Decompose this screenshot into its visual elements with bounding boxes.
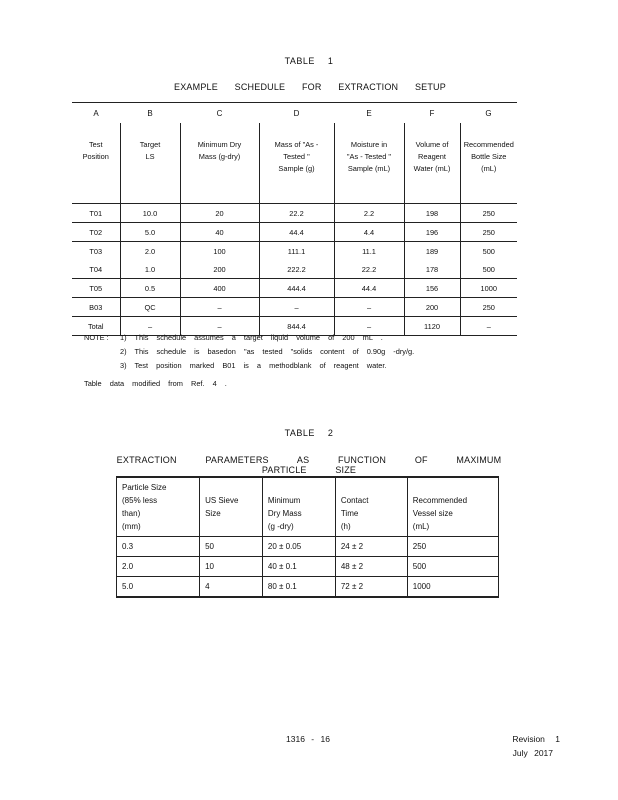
table1-source: Table data modified from Ref. 4 . — [84, 379, 227, 388]
table-cell: – — [334, 298, 404, 317]
table-cell: 250 — [460, 223, 517, 242]
table-cell: – — [180, 298, 259, 317]
table1-col-letter: F — [404, 103, 460, 124]
table-row — [117, 577, 499, 598]
table1-col-letter: G — [460, 103, 517, 124]
table1-header-row — [72, 123, 517, 204]
table-cell: 198 — [404, 204, 460, 223]
table-row — [72, 204, 517, 223]
table2-header-cell: Minimum Dry Mass (g -dry) — [262, 477, 335, 537]
table-cell: – — [334, 317, 404, 336]
table-cell: 10.0 — [120, 204, 180, 223]
table1-header-cell: Target LS — [120, 123, 180, 204]
table-cell: 1000 — [407, 577, 498, 598]
table2-caption: EXTRACTION PARAMETERS AS FUNCTION OF MAXIMUM PARTICLE SIZE — [116, 455, 502, 475]
table2 — [116, 476, 499, 598]
table2-header-cell: Contact Time (h) — [335, 477, 407, 537]
table-cell: 178 — [404, 260, 460, 279]
table2-header-cell: Recommended Vessel size (mL) — [407, 477, 498, 537]
table1-col-letter: B — [120, 103, 180, 124]
table-cell: 156 — [404, 279, 460, 298]
table-cell: T02 — [72, 223, 120, 242]
table-cell: 24 ± 2 — [335, 537, 407, 557]
table1-header-cell: Moisture in "As - Tested " Sample (mL) — [334, 123, 404, 204]
table-cell: 1120 — [404, 317, 460, 336]
table-row — [72, 279, 517, 298]
table-cell: 4 — [200, 577, 263, 598]
table-cell: 2.2 — [334, 204, 404, 223]
table-cell: 40 ± 0.1 — [262, 557, 335, 577]
note-line: 1) This schedule assumes a target liquid volume of 200 mL . — [120, 333, 383, 342]
table-cell: 1000 — [460, 279, 517, 298]
table-cell: 4.4 — [334, 223, 404, 242]
table-cell: 72 ± 2 — [335, 577, 407, 598]
table-cell: T01 — [72, 204, 120, 223]
table-cell: 500 — [460, 260, 517, 279]
table1-letter-row — [72, 103, 517, 124]
table-row — [117, 557, 499, 577]
table-cell: 50 — [200, 537, 263, 557]
table-cell: 0.3 — [117, 537, 200, 557]
revision-label: Revision 1 — [512, 734, 560, 744]
note-line: 2) This schedule is basedon "as tested "solids content of 0.90g -dry/g. — [120, 347, 415, 356]
table1-header-cell: Mass of "As - Tested " Sample (g) — [259, 123, 334, 204]
table-cell: – — [120, 317, 180, 336]
table-cell: – — [460, 317, 517, 336]
table-cell: 20 ± 0.05 — [262, 537, 335, 557]
table1-col-letter: C — [180, 103, 259, 124]
table-cell: 111.1 — [259, 242, 334, 261]
table1-title: TABLE 1 — [284, 56, 334, 66]
table-cell: QC — [120, 298, 180, 317]
table1-header-cell: Test Position — [72, 123, 120, 204]
table2-title: TABLE 2 — [284, 428, 334, 438]
table1-header-cell: Recommended Bottle Size (mL) — [460, 123, 517, 204]
table-row — [117, 537, 499, 557]
note-line: 3) Test position marked B01 is a methodblank of reagent water. — [120, 361, 387, 370]
table-cell: 80 ± 0.1 — [262, 577, 335, 598]
table1-body — [72, 204, 517, 336]
table1-col-letter: E — [334, 103, 404, 124]
table-cell: 189 — [404, 242, 460, 261]
table-cell: B03 — [72, 298, 120, 317]
revision-date: July 2017 — [512, 748, 553, 758]
table-cell: 1.0 — [120, 260, 180, 279]
table-row — [72, 242, 517, 261]
table2-body — [117, 537, 499, 598]
table2-header-row — [117, 477, 499, 537]
table-row — [72, 223, 517, 242]
table-cell: 196 — [404, 223, 460, 242]
table-cell: 500 — [460, 242, 517, 261]
table-cell: 44.4 — [334, 279, 404, 298]
table-cell: T05 — [72, 279, 120, 298]
table-cell: 2.0 — [117, 557, 200, 577]
table-row — [72, 260, 517, 279]
table-cell: 844.4 — [259, 317, 334, 336]
table-cell: 444.4 — [259, 279, 334, 298]
table-cell: 5.0 — [117, 577, 200, 598]
table1-header-cell: Minimum Dry Mass (g-dry) — [180, 123, 259, 204]
table-cell: 2.0 — [120, 242, 180, 261]
table-cell: 200 — [404, 298, 460, 317]
table-cell: 222.2 — [259, 260, 334, 279]
table-cell: – — [259, 298, 334, 317]
table-cell: 200 — [180, 260, 259, 279]
table-cell: 500 — [407, 557, 498, 577]
table-cell: 0.5 — [120, 279, 180, 298]
table-cell: 22.2 — [334, 260, 404, 279]
table-cell: 11.1 — [334, 242, 404, 261]
table-cell: Total — [72, 317, 120, 336]
table-cell: 250 — [407, 537, 498, 557]
table-cell: 44.4 — [259, 223, 334, 242]
table-cell: T03 — [89, 246, 103, 256]
table-cell: 100 — [180, 242, 259, 261]
table-cell: 48 ± 2 — [335, 557, 407, 577]
table1 — [72, 102, 517, 336]
table1-note-label: NOTE : — [84, 333, 109, 342]
table-row — [72, 298, 517, 317]
table2-header-cell: Particle Size (85% less than) (mm) — [117, 477, 200, 537]
table-cell: 250 — [460, 204, 517, 223]
table-cell: T04 — [72, 260, 120, 279]
table-cell: – — [180, 317, 259, 336]
page-number: 1316 - 16 — [286, 734, 330, 744]
table-cell: 250 — [460, 298, 517, 317]
table1-col-letter: D — [259, 103, 334, 124]
table1-col-letter: A — [72, 103, 120, 124]
table-cell: 400 — [180, 279, 259, 298]
table-cell: 40 — [180, 223, 259, 242]
table1-notes — [120, 331, 414, 373]
table-cell: 5.0 — [120, 223, 180, 242]
table-cell: 22.2 — [259, 204, 334, 223]
table-cell: 10 — [200, 557, 263, 577]
table-cell: 20 — [180, 204, 259, 223]
table1-caption: EXAMPLE SCHEDULE FOR EXTRACTION SETUP — [174, 82, 446, 92]
table2-header-cell: US Sieve Size — [200, 477, 263, 537]
table1-header-cell: Volume of Reagent Water (mL) — [404, 123, 460, 204]
